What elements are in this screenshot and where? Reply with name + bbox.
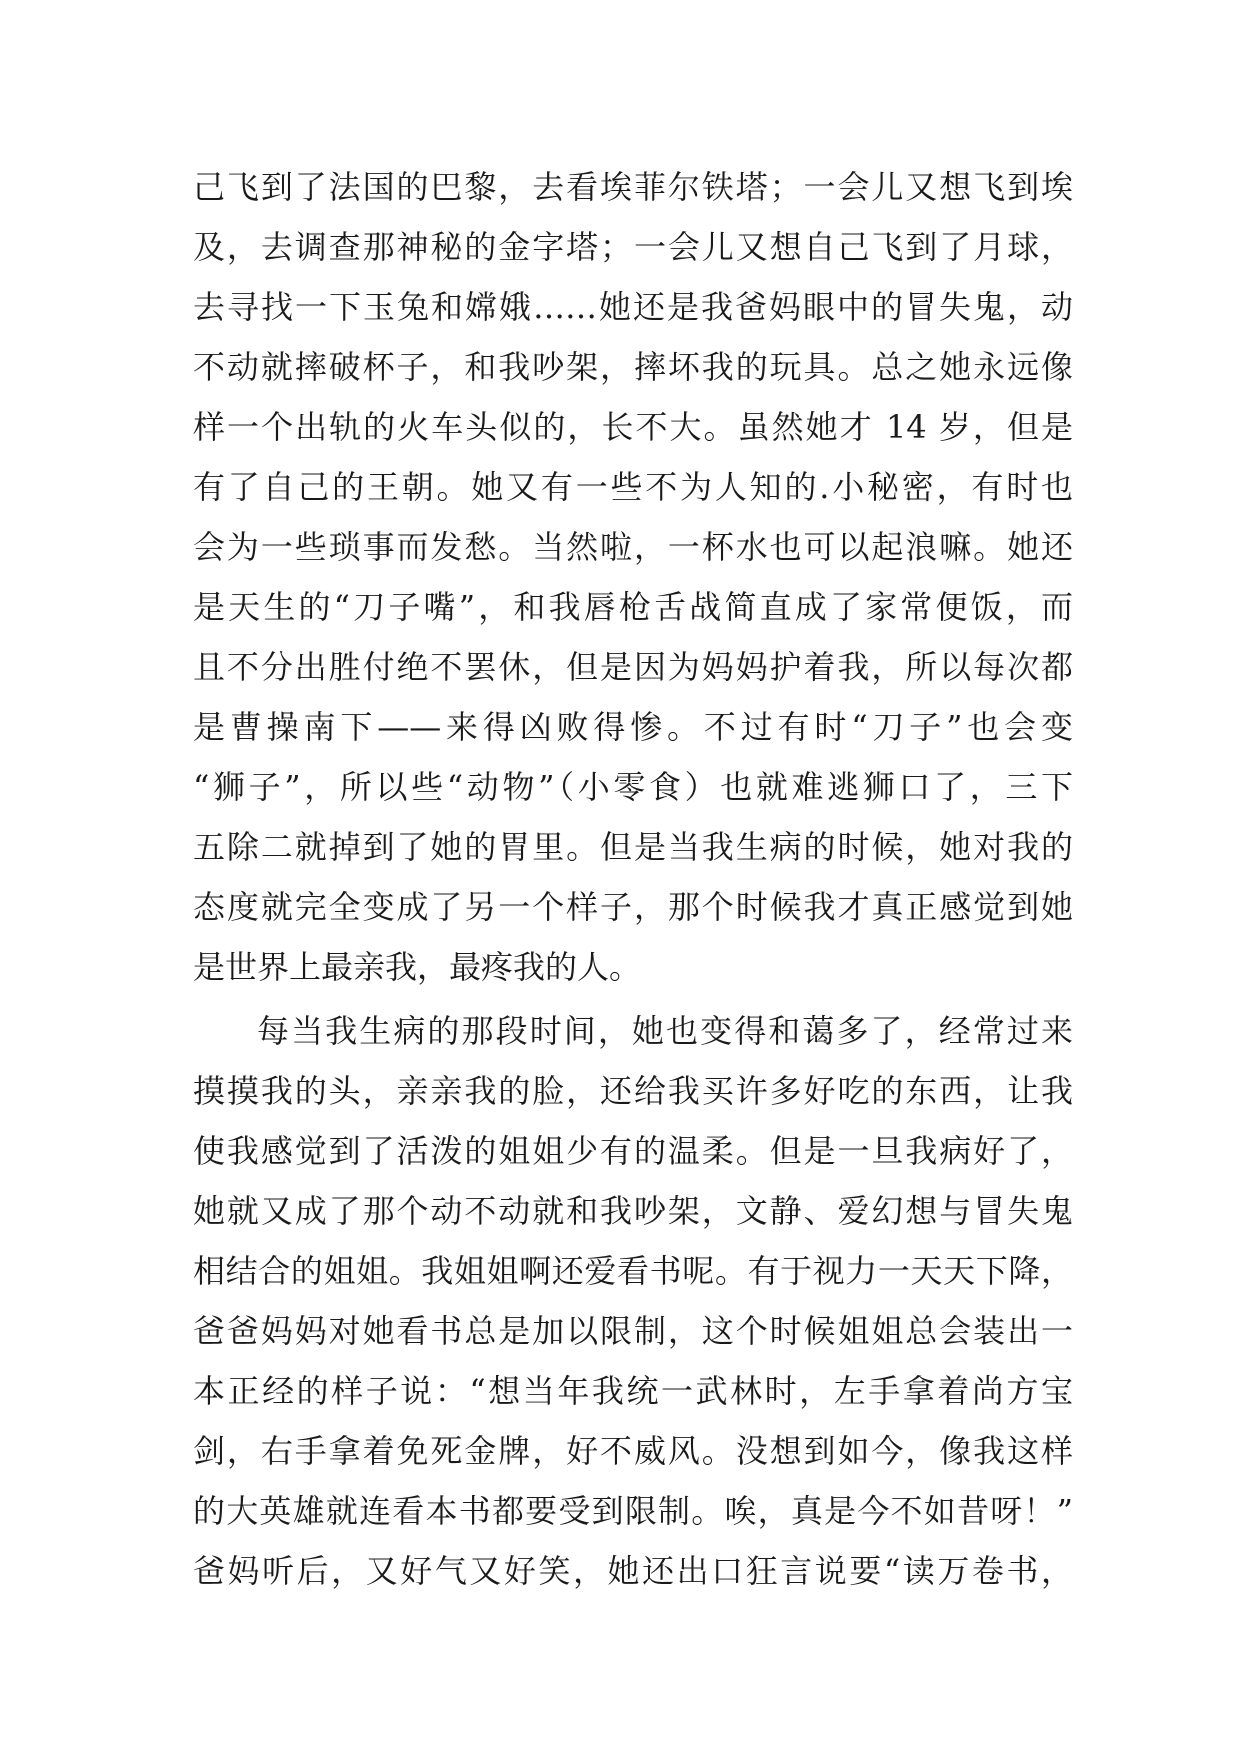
text-line: 且不分出胜付绝不罢休，但是因为妈妈护着我，所以每次都 — [193, 648, 1073, 686]
text-line: 的大英雄就连看本书都要受到限制。唉，真是今不如昔呀！” — [193, 1492, 1073, 1530]
text-line: 五除二就掉到了她的胃里。但是当我生病的时候，她对我的 — [193, 828, 1073, 866]
text-line: 每当我生病的那段时间，她也变得和蔼多了，经常过来 — [257, 1012, 1073, 1050]
text-line: 会为一些琐事而发愁。当然啦，一杯水也可以起浪嘛。她还 — [193, 528, 1073, 566]
text-line: 相结合的姐姐。我姐姐啊还爱看书呢。有于视力一天天下降， — [193, 1252, 1073, 1290]
paragraph-1 — [193, 157, 1073, 997]
text-line: 她就又成了那个动不动就和我吵架，文静、爱幻想与冒失鬼 — [193, 1192, 1073, 1230]
text-line: 态度就完全变成了另一个样子，那个时候我才真正感觉到她 — [193, 888, 1073, 926]
text-line: 有了自己的王朝。她又有一些不为人知的.小秘密，有时也 — [193, 468, 1073, 506]
text-line: 使我感觉到了活泼的姐姐少有的温柔。但是一旦我病好了， — [193, 1132, 1073, 1170]
text-line: 不动就摔破杯子，和我吵架，摔坏我的玩具。总之她永远像 — [193, 348, 1073, 386]
paragraph-2 — [193, 1001, 1073, 1601]
text-line: 本正经的样子说：“想当年我统一武林时，左手拿着尚方宝 — [193, 1372, 1073, 1410]
text-line: 己飞到了法国的巴黎，去看埃菲尔铁塔；一会儿又想飞到埃 — [193, 168, 1073, 206]
text-line: 及，去调查那神秘的金字塔；一会儿又想自己飞到了月球， — [193, 228, 1073, 266]
text-line: 剑，右手拿着免死金牌，好不威风。没想到如今，像我这样 — [193, 1432, 1073, 1470]
text-line: 摸摸我的头，亲亲我的脸，还给我买许多好吃的东西，让我 — [193, 1072, 1073, 1110]
text-line: 去寻找一下玉兔和嫦娥……她还是我爸妈眼中的冒失鬼，动 — [193, 288, 1073, 326]
body-text — [193, 157, 1073, 1601]
text-line: 样一个出轨的火车头似的，长不大。虽然她才 14 岁，但是 — [193, 408, 1073, 446]
text-line: “狮子”，所以些“动物”（小零食）也就难逃狮口了，三下 — [193, 768, 1073, 806]
text-line: 是曹操南下——来得凶败得惨。不过有时“刀子”也会变 — [193, 708, 1073, 746]
text-line: 是世界上最亲我，最疼我的人。 — [193, 948, 642, 986]
text-line: 是天生的“刀子嘴”，和我唇枪舌战简直成了家常便饭，而 — [193, 588, 1073, 626]
text-line: 爸妈听后，又好气又好笑，她还出口狂言说要“读万卷书， — [193, 1552, 1073, 1590]
text-line: 爸爸妈妈对她看书总是加以限制，这个时候姐姐总会装出一 — [193, 1312, 1073, 1350]
